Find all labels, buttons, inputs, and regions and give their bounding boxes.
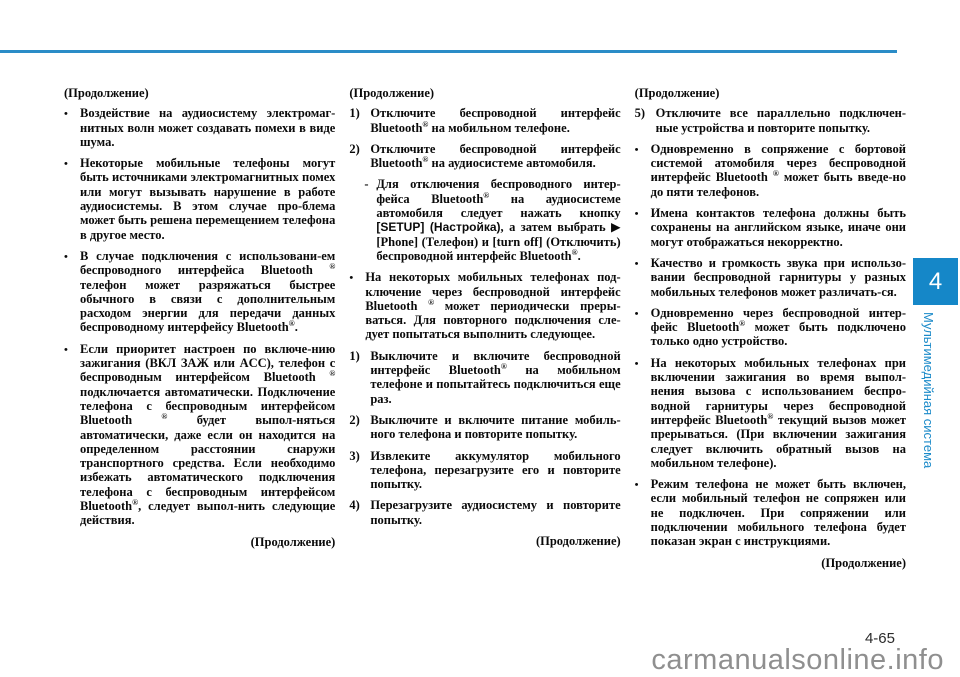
bullet-marker: • (634, 208, 639, 221)
bullet-marker: • (634, 307, 639, 320)
body-text: Извлеките аккумулятор мобильного телефона, перезагрузите его и повторите попытку. (370, 448, 621, 492)
paragraph-bullet (635, 206, 906, 249)
paragraph-dash (364, 177, 620, 263)
column-left (64, 86, 335, 577)
chapter-number: 4 (928, 267, 943, 295)
list-marker: 2) (349, 141, 360, 156)
body-text: Выключите и включите питание мобиль-ного телефона и повторите попытку. (370, 412, 621, 442)
registered-trademark-symbol: ® (571, 247, 578, 257)
paragraph-bullet (635, 356, 906, 470)
body-text: Для отключения беспроводного интер-фейса Bluetooth® на аудиосистеме автомобиля следует нажать кнопку (376, 177, 621, 221)
body-text: Отключите беспроводной интерфейс Bluetooth® на аудиосистеме автомобиля. (370, 141, 621, 171)
registered-trademark-symbol: ® (500, 361, 507, 371)
bullet-marker: • (64, 158, 68, 171)
paragraph-bullet (635, 142, 906, 199)
body-text: Режим телефона не может быть включен, если мобильный телефон не сопряжен или не подключен. При сопряжении или подключении мобильного телефона будет показан экран с инструкциями. (650, 477, 906, 549)
body-text: Отключите беспроводной интерфейс Bluetooth® на мобильном телефоне. (370, 106, 621, 135)
bullet-marker: • (64, 108, 68, 121)
list-marker: 1) (349, 106, 360, 121)
body-text: (Продолжение) (250, 534, 336, 549)
bullet-marker: • (349, 272, 354, 285)
list-marker: - (364, 177, 369, 192)
column-right (635, 86, 906, 577)
body-text: Перезагрузите аудиосистему и повторите попытку. (370, 498, 621, 527)
column-middle (349, 86, 620, 577)
paragraph-numbered (349, 349, 620, 406)
body-text: Отключите все параллельно подключен-ные устройства и повторите попытку. (655, 106, 906, 135)
paragraph-numbered (349, 142, 620, 171)
registered-trademark-symbol: ® (739, 319, 746, 328)
body-text: , а затем выбрать ▶ [Phone] (Телефон) и [turn off] (Отключить) беспроводной интерфейс Bluetooth®. (376, 220, 621, 263)
body-text: Качество и громкость звука при использо-вании беспроводной гарнитуры у разных мобильных телефонов может различать-ся. (650, 255, 906, 299)
registered-trademark-symbol: ® (772, 169, 779, 179)
body-text: (Продолжение) (634, 86, 720, 100)
chapter-title-vertical: Мультимедийная система (921, 312, 936, 469)
registered-trademark-symbol: ® (428, 297, 435, 307)
list-marker: 4) (349, 498, 360, 513)
paragraph-continuation (635, 556, 906, 570)
body-text: (Продолжение) (535, 534, 621, 549)
list-marker: 5) (634, 106, 646, 121)
registered-trademark-symbol: ® (288, 319, 295, 329)
page-number: 4-65 (864, 630, 895, 647)
paragraph-bullet (64, 342, 335, 528)
body-text: Одновременно через беспроводной интер-фейс Bluetooth® может быть подключено только одно устройство. (650, 305, 906, 349)
list-marker: 2) (349, 412, 360, 427)
paragraph-continuation (349, 534, 620, 548)
paragraph-bullet (349, 270, 620, 341)
paragraph-numbered (635, 106, 906, 135)
bullet-marker: • (634, 143, 639, 156)
body-text: На некоторых мобильных телефонах при включении зажигания во время выпол-нения вызова с использованием беспро-водной гарнитуры через беспроводной интерфейс Bluetooth® текущий вызов может прерываться. (При включении зажигания следует включить обратный вызов на мобильном телефоне). (650, 355, 906, 470)
list-marker: 1) (349, 348, 360, 363)
body-text: Воздействие на аудиосистему электромаг-нитных волн может создавать помехи в виде шума. (80, 106, 336, 149)
paragraph-plain (64, 86, 335, 100)
top-rule-divider (0, 50, 897, 53)
paragraph-bullet (64, 249, 335, 335)
body-text: На некоторых мобильных телефонах под-ключение через беспроводной интерфейс Bluetooth ® может периодически преры-ваться. Для повторного подключения сле-дует попытаться выполнить следующее. (365, 270, 621, 342)
paragraph-numbered (349, 449, 620, 492)
body-text: (Продолжение) (64, 86, 149, 100)
paragraph-bullet (64, 156, 335, 242)
page-content (64, 86, 906, 577)
registered-trademark-symbol: ® (767, 411, 774, 421)
chapter-number-tab (913, 258, 958, 305)
body-text: (Продолжение) (821, 555, 906, 570)
list-marker: 3) (349, 448, 360, 463)
paragraph-numbered (349, 413, 620, 442)
watermark: carmanualsonline.info (651, 644, 944, 676)
paragraph-plain (349, 86, 620, 100)
paragraph-bullet (635, 256, 906, 299)
paragraph-numbered (349, 106, 620, 135)
bullet-marker: • (634, 479, 639, 492)
body-text: (Продолжение) (349, 86, 435, 100)
registered-trademark-symbol: ® (329, 262, 336, 272)
bullet-marker: • (64, 250, 68, 263)
paragraph-bullet (635, 477, 906, 548)
paragraph-bullet (635, 306, 906, 349)
body-text: Выключите и включите беспроводной интерфейс Bluetooth® на мобильном телефоне и попытайтесь подключиться еще раз. (370, 348, 621, 406)
bullet-marker: • (634, 257, 639, 270)
registered-trademark-symbol: ® (483, 190, 490, 200)
paragraph-continuation (64, 535, 335, 549)
body-text: Одновременно в сопряжение с бортовой системой атомобиля через беспроводной интерфейс Bluetooth ® может быть введе-но до пяти телефонов. (650, 141, 906, 199)
paragraph-bullet (64, 106, 335, 149)
registered-trademark-symbol: ® (132, 497, 139, 507)
paragraph-numbered (349, 498, 620, 527)
body-text: Некоторые мобильные телефоны могут быть источниками электромагнитных помех или могут вызывать нарушение в работе аудиосистемы. В этом случае про-блема может быть решена перемещением телефона в другое место. (80, 156, 336, 242)
paragraph-plain (635, 86, 906, 100)
bullet-marker: • (64, 343, 68, 356)
body-text: Имена контактов телефона должны быть сохранены на английском языке, иначе они могут отображаться некорректно. (650, 206, 906, 249)
registered-trademark-symbol: ® (422, 155, 429, 165)
registered-trademark-symbol: ® (422, 119, 429, 129)
bullet-marker: • (634, 357, 639, 370)
body-text: В случае подключения с использовани-ем беспроводного интерфейса Bluetooth ® телефон может разряжаться быстрее обычного в связи с дополнительным расходом энергии для передачи данных беспроводному интерфейсу Bluetooth®. (80, 248, 336, 335)
body-text: Если приоритет настроен по включе-нию зажигания (ВКЛ ЗАЖ или ACC), телефон с беспроводным интерфейсом Bluetooth ® подключается автоматически. Подключение телефона с беспроводным интерфейсом Bluetooth ® будет выпол-няться автоматически, даже если он находится на определенном расстоянии снаружи транспортного средства. Если необходимо избежать автоматического подключения телефона с беспроводным интерфейсом Bluetooth®, следует выпол-нить следующие действия. (80, 341, 336, 528)
registered-trademark-symbol: ® (161, 412, 168, 422)
button-label-text: [SETUP] (Настройка) (376, 220, 501, 235)
registered-trademark-symbol: ® (329, 369, 336, 379)
